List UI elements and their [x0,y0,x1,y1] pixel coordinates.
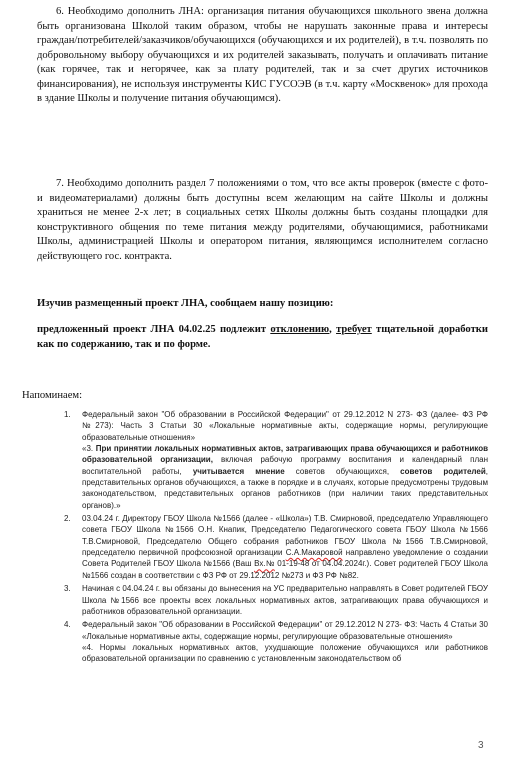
paragraph-7-text: 7. Необходимо дополнить раздел 7 положениями о том, что все акты проверок (вместе с фото- и видеоматериалами) должны быть доступны всем желающим на сайте Школы и должны храниться не менее 2-х лет; в социальных сетях Школы должны быть созданы площадки для конструктивного общения по теме питания между родителями, обучающимися, работниками Школы, администрацией Школы и оператором питания, являющимся исполнителем согласно действующего гос. контракта. [37,178,488,262]
reference-number: 1. [64,410,71,419]
quote-text: включая рабочую программу воспитания и календарный план воспитательной работы, [82,455,489,476]
paragraph-6 [37,5,488,107]
reminder-label: Напоминаем: [22,390,83,401]
paragraph-6-text: 6. Необходимо дополнить ЛНА: организация питания обучающихся школьного звена должна быть организована Школой таким образом, чтобы не нарушать законные права и интересы граждан/потребителей/заказчиков/обучающихся (обучающихся и их родителей), в т.ч. позволять по добровольному выбору обучающихся и их родителей заказывать, получать и оплачивать питание (как горячее, так и негорячее, как за плату родителей, так и за счет других источников финансирования), не используя инструменты КИС ГУСОЭВ (в т.ч. карту «Москвенок» для прохода в здание Школы и получение питания обучающимся). [37,6,488,105]
reference-4-quote: «4. Нормы локальных нормативных актов, ухудшающие положение обучающихся или работников образовательной организации по сравнению с установленным законодательством об [82,642,488,664]
requires-word: требует [336,324,372,335]
reference-item-2 [0,513,488,581]
spellcheck-flagged-text: Вх.№ [254,559,275,569]
reference-item-3 [0,583,488,617]
quote-bold-text: При принятии локальных нормативных актов, затрагивающих права обучающихся и работников образовательной организации, [82,444,489,465]
reference-number: 2. [64,514,71,524]
reference-item-1 [0,409,488,511]
reference-4-intro: Федеральный закон "Об образовании в Российской Федерации" от 29.12.2012 N 273- ФЗ: Часть 4 Статьи 30 «Локальные нормативные акты, содержащие нормы, регулирующие образовательные отношения» [82,620,488,641]
position-text-part: предложенный проект ЛНА 04.02.25 подлежит [37,324,271,335]
reference-2-text [82,513,488,581]
reference-item-4 [0,619,488,664]
quote-text: советов обучающихся, [284,466,401,476]
reference-text: 01-19-48 от 04.04.2024г.). Совет родителей ГБОУ Школа №1566 создан в соответствии с ФЗ РФ от 29.12.2012 №273 и ФЗ РФ №82. [82,559,488,580]
position-heading [37,297,488,312]
paragraph-7 [37,177,488,264]
quote-text: «3. [82,444,96,454]
reference-text: направлено уведомление о создании Совета Родителей ГБОУ Школа №1566 (Ваш [82,548,488,569]
quote-bold-text: советов родителей [400,466,486,476]
reference-3-text: Начиная с 04.04.24 г. вы обязаны до вынесения на УС предварительно направлять в Совет родителей ГБОУ Школа №1566 все проекты всех локальных нормативных актов, затрагивающих права обучающихся и работников образовательной организации. [82,584,488,616]
reference-number: 3. [64,584,71,594]
position-statement [37,323,488,352]
quote-bold-text: учитывается мнение [192,466,285,476]
reference-number: 4. [64,620,71,630]
page-number: 3 [478,740,484,751]
rejection-word: отклонению [270,324,330,335]
reference-text: 03.04.24 г. Директору ГБОУ Школа №1566 (далее - «Школа») Т.В. Смирновой, председателю Управляющего совета ГБОУ Школа №1566 О.Н. Кнапик, Председателю Педагогического совета ГБОУ Школа №1566 Т.В.Смирновой, Председателю Общего собрания работников ГБОУ Школа №1566 Т.В.Смирновой, председателю первичной профсоюзной организации [82,514,488,558]
position-text-part: , [329,324,337,335]
quote-text: , представительных органов обучающихся, а также в порядке и в случаях, которые предусмотрены трудовым законодательством, представительных органов работников (при наличии таких представительных органов).» [82,466,489,510]
references-list [0,409,488,667]
position-text-part: тщательной доработки как по содержанию, так и по форме. [37,324,488,350]
reference-1-intro: Федеральный закон "Об образовании в Российской Федерации" от 29.12.2012 N 273- ФЗ (далее- ФЗ РФ №273): Часть 3 Статьи 30 «Локальные нормативные акты, содержащие нормы, регулирующие образовательные отношения» [82,410,488,442]
reference-1-quote [82,443,488,511]
spellcheck-flagged-text: С.А.Макаровой [285,548,343,558]
position-heading-text: Изучив размещенный проект ЛНА, сообщаем нашу позицию: [37,298,334,309]
